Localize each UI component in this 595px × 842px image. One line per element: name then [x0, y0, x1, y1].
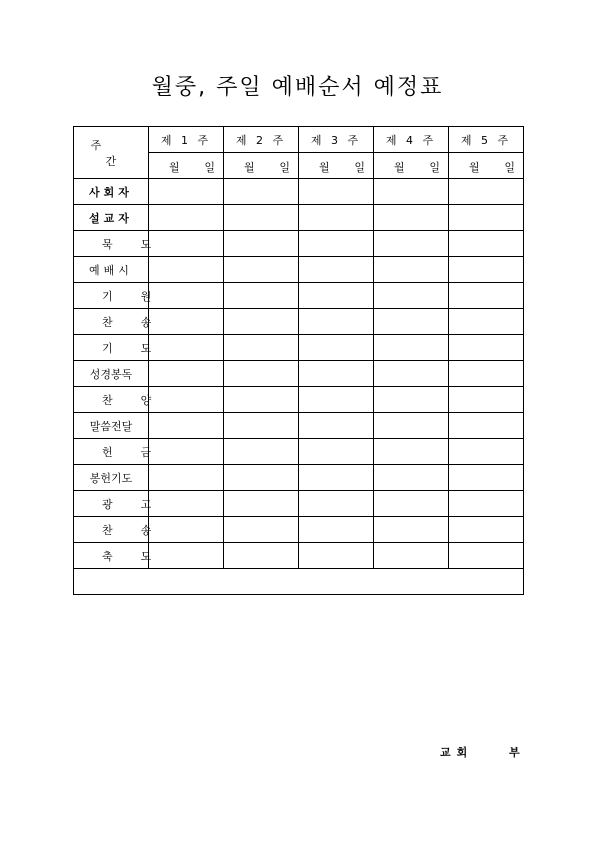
- week-3-date[interactable]: [299, 153, 374, 179]
- month-label: 월: [244, 161, 255, 174]
- entry-cell-week-2[interactable]: [224, 205, 299, 231]
- entry-cell-week-3[interactable]: [299, 179, 374, 205]
- row-label: 사회자: [74, 179, 149, 205]
- entry-cell-week-2[interactable]: [224, 257, 299, 283]
- entry-cell-week-4[interactable]: [374, 205, 449, 231]
- row-label: 광고: [74, 491, 149, 517]
- corner-label-cell: [74, 127, 149, 179]
- entry-cell-week-3[interactable]: [299, 335, 374, 361]
- entry-cell-week-5[interactable]: [449, 257, 524, 283]
- entry-cell-week-2[interactable]: [224, 517, 299, 543]
- table-row: [74, 387, 524, 413]
- row-label: 찬송: [74, 517, 149, 543]
- entry-cell-week-4[interactable]: [374, 257, 449, 283]
- entry-cell-week-4[interactable]: [374, 439, 449, 465]
- month-label: 월: [319, 161, 330, 174]
- entry-cell-week-4[interactable]: [374, 491, 449, 517]
- entry-cell-week-5[interactable]: [449, 413, 524, 439]
- table-row: [74, 205, 524, 231]
- week-4-header: 제 4 주: [374, 127, 449, 153]
- entry-cell-week-5[interactable]: [449, 465, 524, 491]
- entry-cell-week-1[interactable]: [149, 205, 224, 231]
- entry-cell-week-5[interactable]: [449, 543, 524, 569]
- entry-cell-week-5[interactable]: [449, 361, 524, 387]
- entry-cell-week-1[interactable]: [149, 465, 224, 491]
- entry-cell-week-5[interactable]: [449, 335, 524, 361]
- corner-label: 주 간: [90, 138, 147, 168]
- entry-cell-week-3[interactable]: [299, 283, 374, 309]
- page-title: 월중, 주일 예배순서 예정표: [151, 75, 444, 100]
- entry-cell-week-3[interactable]: [299, 309, 374, 335]
- table-row: [74, 335, 524, 361]
- entry-cell-week-4[interactable]: [374, 335, 449, 361]
- footer-department-label: 부: [509, 746, 520, 759]
- week-header-row: [74, 127, 524, 153]
- entry-cell-week-2[interactable]: [224, 543, 299, 569]
- entry-cell-week-3[interactable]: [299, 361, 374, 387]
- row-label: 헌금: [74, 439, 149, 465]
- footer-church-label: 교회: [440, 746, 474, 759]
- day-label: 일: [204, 161, 215, 174]
- entry-cell-week-3[interactable]: [299, 205, 374, 231]
- entry-cell-week-5[interactable]: [449, 517, 524, 543]
- entry-cell-week-1[interactable]: [149, 413, 224, 439]
- entry-cell-week-3[interactable]: [299, 413, 374, 439]
- table-row: [74, 543, 524, 569]
- entry-cell-week-5[interactable]: [449, 491, 524, 517]
- entry-cell-week-3[interactable]: [299, 439, 374, 465]
- row-label: 봉헌기도: [74, 465, 149, 491]
- entry-cell-week-5[interactable]: [449, 283, 524, 309]
- row-label: 찬양: [74, 387, 149, 413]
- entry-cell-week-2[interactable]: [224, 231, 299, 257]
- table-row: [74, 439, 524, 465]
- entry-cell-week-2[interactable]: [224, 465, 299, 491]
- entry-cell-week-4[interactable]: [374, 283, 449, 309]
- notes-area[interactable]: [74, 569, 524, 595]
- entry-cell-week-2[interactable]: [224, 387, 299, 413]
- schedule-table: [73, 126, 524, 595]
- day-label: 일: [354, 161, 365, 174]
- table-row: [74, 283, 524, 309]
- day-label: 일: [429, 161, 440, 174]
- row-label: 예배시: [74, 257, 149, 283]
- row-label: 축도: [74, 543, 149, 569]
- entry-cell-week-2[interactable]: [224, 335, 299, 361]
- row-label: 설교자: [74, 205, 149, 231]
- entry-cell-week-4[interactable]: [374, 179, 449, 205]
- table-row: [74, 231, 524, 257]
- entry-cell-week-4[interactable]: [374, 231, 449, 257]
- entry-cell-week-1[interactable]: [149, 361, 224, 387]
- entry-cell-week-2[interactable]: [224, 439, 299, 465]
- entry-cell-week-3[interactable]: [299, 517, 374, 543]
- entry-cell-week-5[interactable]: [449, 309, 524, 335]
- entry-cell-week-4[interactable]: [374, 387, 449, 413]
- entry-cell-week-5[interactable]: [449, 179, 524, 205]
- row-label: 기원: [74, 283, 149, 309]
- week-2-date[interactable]: [224, 153, 299, 179]
- entry-cell-week-4[interactable]: [374, 309, 449, 335]
- table-row: [74, 465, 524, 491]
- week-2-header: 제 2 주: [224, 127, 299, 153]
- entry-cell-week-4[interactable]: [374, 517, 449, 543]
- day-label: 일: [279, 161, 290, 174]
- entry-cell-week-5[interactable]: [449, 231, 524, 257]
- entry-cell-week-2[interactable]: [224, 491, 299, 517]
- week-5-header: 제 5 주: [449, 127, 524, 153]
- entry-cell-week-2[interactable]: [224, 413, 299, 439]
- table-row: [74, 517, 524, 543]
- week-3-header: 제 3 주: [299, 127, 374, 153]
- table-row: [74, 361, 524, 387]
- entry-cell-week-2[interactable]: [224, 361, 299, 387]
- entry-cell-week-2[interactable]: [224, 179, 299, 205]
- entry-cell-week-3[interactable]: [299, 257, 374, 283]
- row-label: 묵도: [74, 231, 149, 257]
- entry-cell-week-3[interactable]: [299, 543, 374, 569]
- month-label: 월: [169, 161, 180, 174]
- entry-cell-week-3[interactable]: [299, 465, 374, 491]
- week-1-date[interactable]: [149, 153, 224, 179]
- notes-row: [74, 569, 524, 595]
- day-label: 일: [504, 161, 515, 174]
- entry-cell-week-5[interactable]: [449, 205, 524, 231]
- entry-cell-week-4[interactable]: [374, 361, 449, 387]
- entry-cell-week-4[interactable]: [374, 413, 449, 439]
- week-5-date[interactable]: [449, 153, 524, 179]
- entry-cell-week-1[interactable]: [149, 257, 224, 283]
- entry-cell-week-1[interactable]: [149, 179, 224, 205]
- row-label: 찬송: [74, 309, 149, 335]
- table-row: [74, 491, 524, 517]
- entry-cell-week-2[interactable]: [224, 309, 299, 335]
- table-row: [74, 309, 524, 335]
- month-label: 월: [469, 161, 480, 174]
- entry-cell-week-2[interactable]: [224, 283, 299, 309]
- week-1-header: 제 1 주: [149, 127, 224, 153]
- entry-cell-week-4[interactable]: [374, 543, 449, 569]
- entry-cell-week-5[interactable]: [449, 439, 524, 465]
- row-label: 성경봉독: [74, 361, 149, 387]
- month-label: 월: [394, 161, 405, 174]
- entry-cell-week-3[interactable]: [299, 387, 374, 413]
- entry-cell-week-4[interactable]: [374, 465, 449, 491]
- entry-cell-week-3[interactable]: [299, 231, 374, 257]
- row-label: 말씀전달: [74, 413, 149, 439]
- entry-cell-week-3[interactable]: [299, 491, 374, 517]
- table-row: [74, 179, 524, 205]
- row-label: 기도: [74, 335, 149, 361]
- week-4-date[interactable]: [374, 153, 449, 179]
- entry-cell-week-5[interactable]: [449, 387, 524, 413]
- table-row: [74, 413, 524, 439]
- table-row: [74, 257, 524, 283]
